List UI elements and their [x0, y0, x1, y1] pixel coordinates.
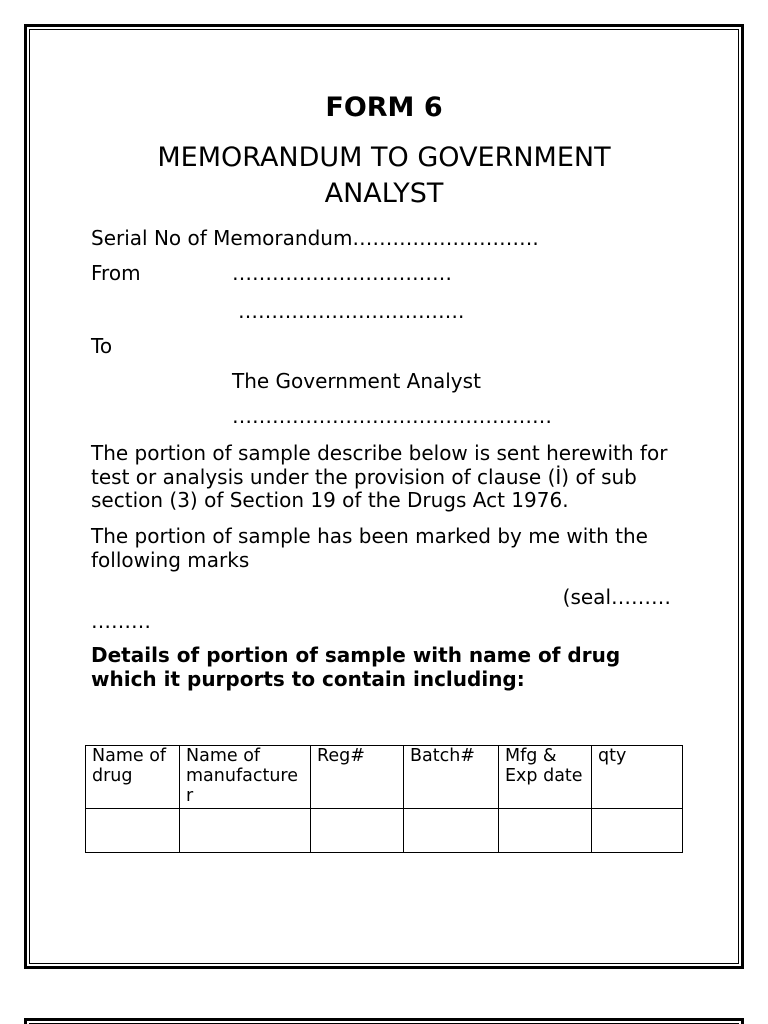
to-label: To — [91, 334, 113, 358]
serial-number-line: Serial No of Memorandum………………………. — [91, 226, 539, 250]
table-cell — [180, 809, 311, 853]
sample-details-table — [85, 745, 683, 853]
table-cell — [404, 809, 499, 853]
col-batch-no: Batch# — [404, 746, 499, 809]
paragraph-sample-sent: The portion of sample describe below is sent herewith for test or analysis under the provision of clause (İ) of sub section (3) of Section 19 of the Drugs Act 1976. — [91, 441, 668, 512]
table-row — [86, 809, 683, 853]
table-header-row — [86, 746, 683, 809]
table-cell — [592, 809, 683, 853]
form-title: FORM 6 — [325, 91, 443, 123]
table-cell — [86, 809, 180, 853]
details-heading: Details of portion of sample with name of drug which it purports to contain including: — [91, 643, 621, 691]
seal-line-1: (seal……… — [562, 585, 671, 609]
col-reg-no: Reg# — [311, 746, 404, 809]
to-blank-line: ………………………………………… — [232, 404, 552, 428]
paragraph-sample-marked: The portion of sample has been marked by me with the following marks — [91, 524, 648, 572]
seal-line-2: ……… — [91, 608, 151, 633]
to-recipient: The Government Analyst — [232, 369, 481, 393]
col-name-of-manufacturer: Name of manufacturer — [180, 746, 311, 809]
table-cell — [499, 809, 592, 853]
table-cell — [311, 809, 404, 853]
from-blank-line-1: …………………………… — [232, 261, 452, 285]
from-label: From — [91, 261, 141, 285]
col-name-of-drug: Name of drug — [86, 746, 180, 809]
from-blank-line-2: ……………………………. — [238, 299, 465, 323]
col-qty: qty — [592, 746, 683, 809]
col-mfg-exp-date: Mfg & Exp date — [499, 746, 592, 809]
form-subtitle: MEMORANDUM TO GOVERNMENT ANALYST — [157, 141, 611, 209]
